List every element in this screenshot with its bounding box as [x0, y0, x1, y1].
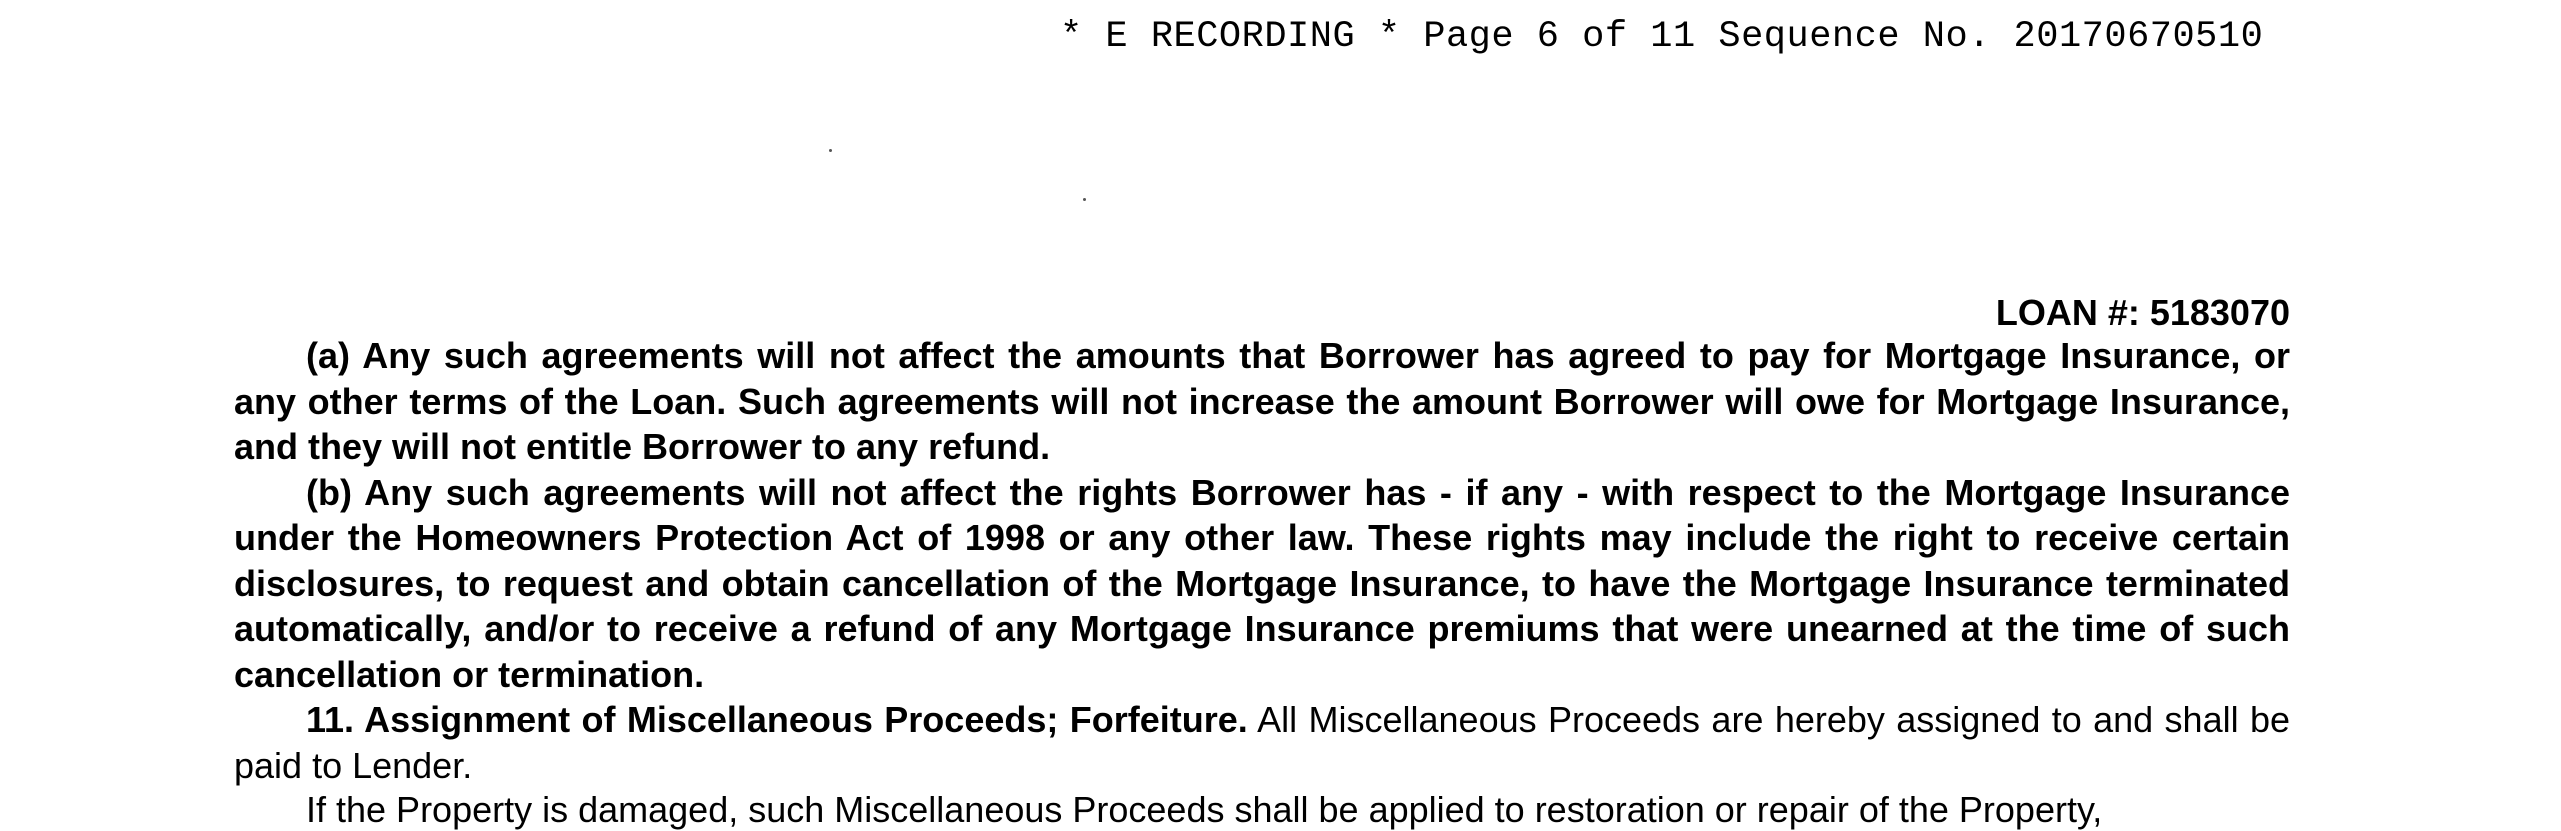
- section-11-text: All Miscellaneous Proceeds are hereby assigned to and shall be paid to Lender.: [234, 699, 2290, 786]
- paragraph-a: (a) Any such agreements will not affect the amounts that Borrower has agreed to pay for Mortgage Insurance, or any other terms of the Loan. Such agreements will not increase the amount Borrower will owe for Mortgage Insurance, and they will not entitle Borrower to any refund.: [234, 335, 2290, 467]
- scan-speck: [1083, 198, 1086, 201]
- section-11-heading: 11. Assignment of Miscellaneous Proceeds; Forfeiture.: [306, 699, 1248, 740]
- paragraph-b: (b) Any such agreements will not affect the rights Borrower has - if any - with respect to the Mortgage Insurance under the Homeowners Protection Act of 1998 or any other law. These rights may include the right to receive certain disclosures, to request and obtain cancellation of the Mortgage Insurance, to have the Mortgage Insurance terminated automatically, and/or to receive a refund of any Mortgage Insurance premiums that were unearned at the time of such cancellation or termination.: [234, 471, 2290, 695]
- document-body: [234, 333, 2290, 788]
- partial-line: If the Property is damaged, such Miscellaneous Proceeds shall be applied to restoration or repair of the Property,: [306, 789, 2103, 830]
- scan-speck: [829, 149, 832, 152]
- loan-number: LOAN #: 5183070: [1995, 292, 2290, 333]
- section-11: [234, 697, 2290, 788]
- recording-header: * E RECORDING * Page 6 of 11 Sequence No. 20170670510: [1060, 16, 2264, 58]
